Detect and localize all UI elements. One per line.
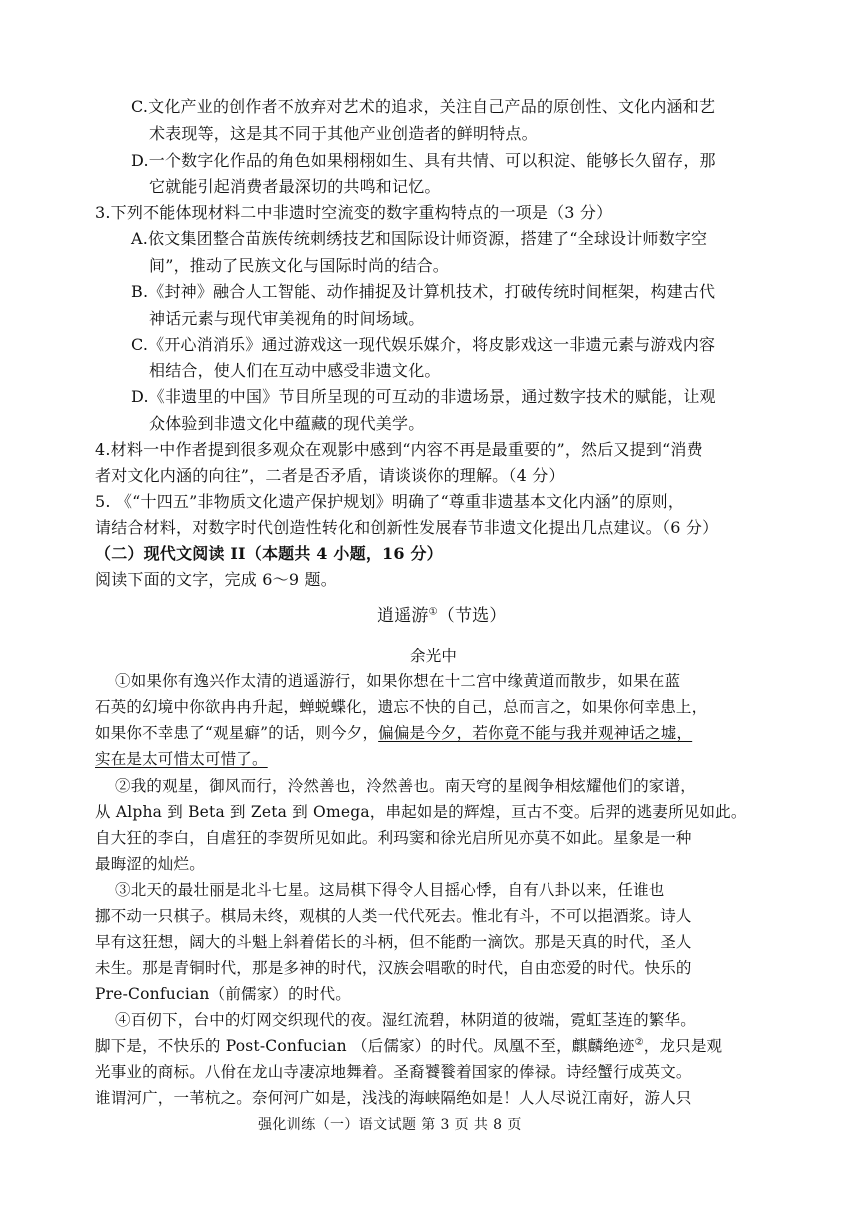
p3-line1: ③北天的最壮丽是北斗七星。这局棋下得令人目摇心悸，自有八卦以来，任谁也 — [115, 881, 665, 899]
p1-line3 — [95, 723, 692, 743]
essay-title-text: 逍遥游 — [377, 606, 429, 626]
q4-line1: 4.材料一中作者提到很多观众在观影中感到“内容不再是最重要的”，然后又提到“消费 — [95, 440, 703, 459]
page-footer: 强化训练（一）语文试题 第 3 页 共 8 页 — [258, 1117, 522, 1133]
q3-option-b-line2: 神话元素与现代审美视角的时间场域。 — [149, 309, 425, 328]
p1-line2: 石英的幻境中你欲冉冉升起，蝉蜕蝶化，遗忘不快的自己，总而言之，如果你何幸患上， — [95, 698, 708, 716]
q5-line1: 5. 《“十四五”非物质文化遗产保护规划》明确了“尊重非遗基本文化内涵”的原则， — [95, 492, 685, 511]
p1-line1: ①如果你有逸兴作太清的逍遥游行，如果你想在十二宫中缘黄道而散步，如果在蓝 — [115, 672, 681, 690]
q3-option-c-line2: 相结合，使人们在互动中感受非遗文化。 — [149, 361, 441, 380]
q3-option-d-line1: D.《非遗里的中国》节目所呈现的可互动的非遗场景，通过数字技术的赋能，让观 — [131, 387, 716, 406]
p4-line2-text: 脚下是，不快乐的 Post-Confucian （后儒家）的时代。凤凰不至，麒麟绝迹 — [95, 1037, 635, 1055]
q4-line2: 者对文化内涵的向往”，二者是否矛盾，请谈谈你的理解。（4 分） — [95, 466, 565, 485]
p1-line4 — [95, 749, 268, 769]
p4-line1: ④百仞下，台中的灯网交织现代的夜。湿红流碧，林阴道的彼端，霓虹茎连的繁华。 — [115, 1011, 696, 1029]
q2-option-c-line2: 术表现等，这是其不同于其他产业创造者的鲜明特点。 — [149, 124, 538, 143]
p4-line4: 谁谓河广，一苇杭之。奈何河广如是，浅浅的海峡隔绝如是！人人尽说江南好，游人只 — [95, 1089, 692, 1107]
p1-line3-underlined: 偏偏是今夕，若你竟不能与我并观神话之墟， — [378, 724, 693, 742]
essay-title-suffix: （节选） — [437, 606, 507, 626]
p3-line2: 挪不动一只棋子。棋局未终，观棋的人类一代代死去。惟北有斗，不可以挹酒浆。诗人 — [95, 907, 692, 925]
q2-option-c-line1: C.文化产业的创作者不放弃对艺术的追求，关注自己产品的原创性、文化内涵和艺 — [131, 97, 716, 116]
p4-line2-note: ② — [634, 1036, 644, 1048]
p4-line2 — [95, 1036, 722, 1056]
q3-stem: 3.下列不能体现材料二中非遗时空流变的数字重构特点的一项是（3 分） — [95, 203, 613, 222]
q3-option-a-line1: A.依文集团整合苗族传统刺绣技艺和国际设计师资源，搭建了“全球设计师数字空 — [131, 229, 708, 248]
p2-line1: ②我的观星，御风而行，泠然善也，泠然善也。南天穹的星阀争相炫耀他们的家谱， — [115, 777, 696, 795]
q2-option-d-line2: 它就能引起消费者最深切的共鸣和记忆。 — [149, 177, 441, 196]
essay-title — [377, 606, 507, 626]
p4-line2-tail: ，龙只是观 — [643, 1037, 723, 1055]
p1-line3-plain: 如果你不幸患了“观星癖”的话，则今夕， — [95, 724, 379, 742]
q3-option-d-line2: 众体验到非遗文化中蕴藏的现代美学。 — [149, 414, 425, 433]
section-heading: （二）现代文阅读 II（本题共 4 小题，16 分） — [95, 544, 443, 563]
p3-line3: 早有这狂想，阔大的斗魁上斜着偌长的斗柄，但不能酌一滴饮。那是天真的时代，圣人 — [95, 933, 692, 951]
p2-line3: 自大狂的李白，自虐狂的李贺所见如此。利玛窦和徐光启所见亦莫不如此。星象是一种 — [95, 829, 692, 847]
p1-line4-underlined: 实在是太可惜太可惜了。 — [95, 750, 268, 768]
q3-option-c-line1: C.《开心消消乐》通过游戏这一现代娱乐媒介，将皮影戏这一非遗元素与游戏内容 — [131, 335, 716, 354]
p2-line2: 从 Alpha 到 Beta 到 Zeta 到 Omega，串起如是的辉煌，亘古不变。后羿的逃妻所见如此。 — [95, 803, 747, 821]
p4-line3: 光事业的商标。八佾在龙山寺凄凉地舞着。圣裔饕餮着国家的俸禄。诗经蟹行成英文。 — [95, 1063, 692, 1081]
q3-option-b-line1: B.《封神》融合人工智能、动作捕捉及计算机技术，打破传统时间框架，构建古代 — [131, 282, 716, 301]
q3-option-a-line2: 间”，推动了民族文化与国际时尚的结合。 — [149, 256, 449, 275]
p3-line5: Pre-Confucian（前儒家）的时代。 — [95, 985, 351, 1003]
q2-option-d-line1: D.一个数字化作品的角色如果栩栩如生、具有共情、可以积淀、能够长久留存，那 — [131, 151, 716, 170]
p2-line4: 最晦涩的灿烂。 — [95, 855, 205, 873]
q5-line2: 请结合材料，对数字时代创造性转化和创新性发展春节非遗文化提出几点建议。（6 分） — [95, 518, 719, 537]
essay-author: 余光中 — [410, 647, 458, 665]
essay-title-note: ① — [428, 606, 438, 618]
p3-line4: 未生。那是青铜时代，那是多神的时代，汉族会唱歌的时代，自由恋爱的时代。快乐的 — [95, 959, 692, 977]
section-instruction: 阅读下面的文字，完成 6～9 题。 — [95, 570, 337, 589]
